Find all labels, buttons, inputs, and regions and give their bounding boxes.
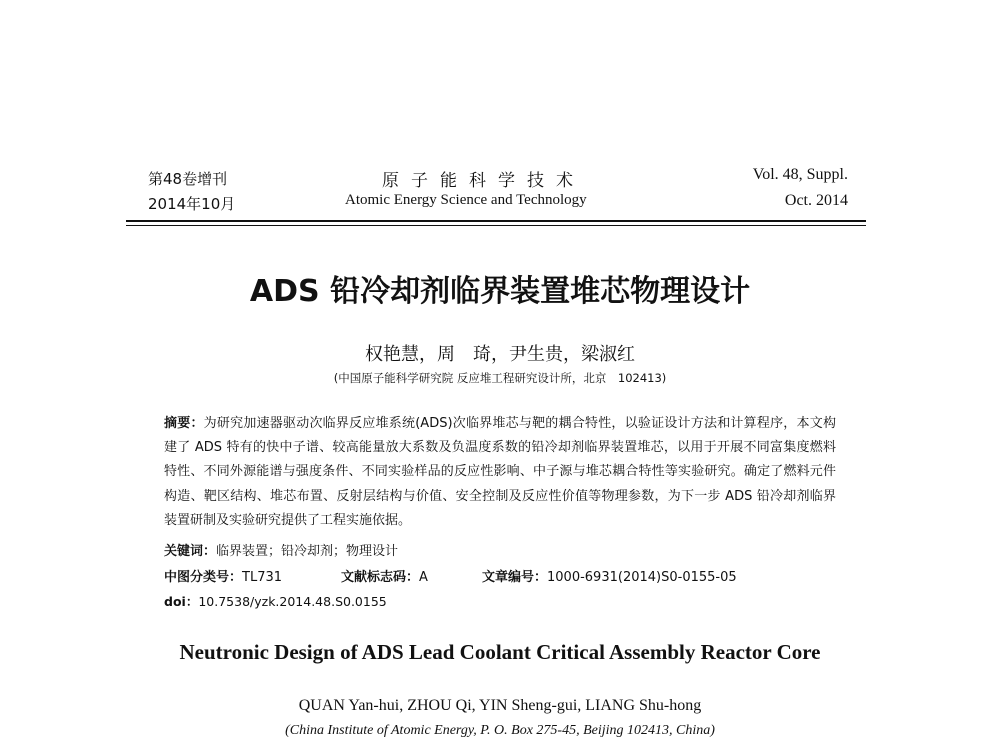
authors-en: QUAN Yan-hui, ZHOU Qi, YIN Sheng-gui, LIANG Shu-hong (298, 697, 702, 714)
affiliation-cn: (中国原子能科学研究院 反应堆工程研究设计所，北京 102413) (333, 371, 667, 385)
document-code (341, 566, 428, 585)
issue-label: 第48卷增刊 (148, 170, 228, 188)
journal-name-en: Atomic Energy Science and Technology (345, 192, 587, 208)
keywords-text: 临界装置；铅冷却剂；物理设计 (216, 544, 399, 559)
doi-label: doi： (164, 594, 199, 609)
clc-label: 中图分类号： (164, 570, 243, 585)
keywords-label: 关键词： (164, 544, 217, 559)
abstract (164, 412, 836, 533)
keywords (164, 540, 398, 559)
document-code-value: A (419, 570, 428, 585)
paper-title-en: Neutronic Design of ADS Lead Coolant Critical Assembly Reactor Core (179, 640, 821, 664)
article-number (482, 566, 737, 585)
paper-title-cn: ADS 铅冷却剂临界装置堆芯物理设计 (249, 274, 751, 309)
header-rule-thick (126, 220, 866, 222)
document-code-label: 文献标志码： (341, 570, 420, 585)
authors-cn: 权艳慧，周 琦，尹生贵，梁淑红 (365, 344, 635, 365)
issue-date: 2014年10月 (148, 195, 236, 213)
affiliation-en: (China Institute of Atomic Energy, P. O. Box 275-45, Beijing 102413, China) (285, 723, 715, 738)
abstract-label: 摘要： (164, 416, 204, 431)
article-number-label: 文章编号： (482, 570, 548, 585)
doi (164, 592, 387, 610)
abstract-text: 为研究加速器驱动次临界反应堆系统(ADS)次临界堆芯与靶的耦合特性，以验证设计方法和计算程序，本文构建了 ADS 特有的快中子谱、较高能量放大系数及负温度系数的铅冷却剂临界装置堆芯，以用于开展不同富集度燃料特性、不同外源能谱与强度条件、不同实验样品的反应性影响、中子源与堆芯耦合特性等实验研究。确定了燃料元件构造、靶区结构、堆芯布置、反射层结构与价值、安全控制及反应性价值等物理参数，为下一步 ADS 铅冷却剂临界装置研制及实验研究提供了工程实施依据。 (164, 416, 836, 528)
clc-code (164, 566, 282, 585)
doi-value: 10.7538/yzk.2014.48.S0.0155 (198, 594, 387, 609)
volume-label: Vol. 48, Suppl. (752, 166, 848, 183)
clc-value: TL731 (242, 570, 283, 585)
journal-name-cn: 原子能科学技术 (382, 171, 585, 191)
header-rule-thin (126, 225, 866, 226)
article-number-value: 1000-6931(2014)S0-0155-05 (547, 570, 737, 585)
issue-date-en: Oct. 2014 (784, 192, 848, 209)
